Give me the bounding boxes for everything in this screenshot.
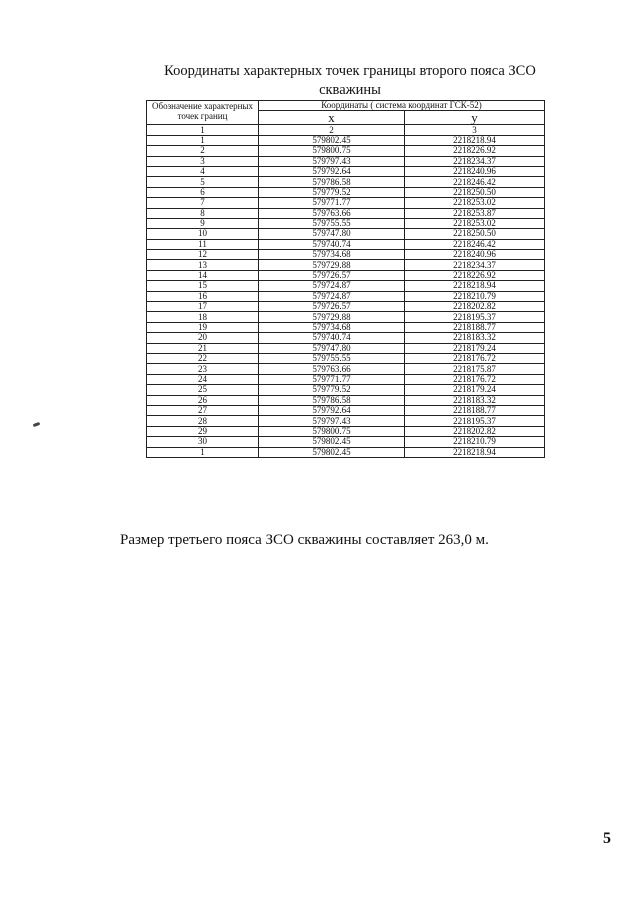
header-x: x (259, 111, 405, 125)
x-coordinate-cell: 579747.80 (259, 343, 405, 353)
point-number-cell: 17 (147, 302, 259, 312)
y-coordinate-cell: 2218195.37 (405, 416, 545, 426)
y-coordinate-cell: 2218188.77 (405, 405, 545, 415)
x-coordinate-cell: 579779.52 (259, 385, 405, 395)
table-row (147, 198, 545, 208)
header-y: y (405, 111, 545, 125)
table-row (147, 135, 545, 145)
table-row (147, 447, 545, 457)
x-coordinate-cell: 579802.45 (259, 447, 405, 457)
table-row (147, 208, 545, 218)
point-number-cell: 21 (147, 343, 259, 353)
x-coordinate-cell: 579763.66 (259, 364, 405, 374)
x-coordinate-cell: 579800.75 (259, 426, 405, 436)
y-coordinate-cell: 2218226.92 (405, 270, 545, 280)
table-body (147, 135, 545, 457)
y-coordinate-cell: 2218175.87 (405, 364, 545, 374)
table-row (147, 146, 545, 156)
point-number-cell: 27 (147, 405, 259, 415)
table-row (147, 281, 545, 291)
point-number-cell: 15 (147, 281, 259, 291)
point-number-cell: 29 (147, 426, 259, 436)
x-coordinate-cell: 579771.77 (259, 198, 405, 208)
point-number-cell: 16 (147, 291, 259, 301)
point-number-cell: 8 (147, 208, 259, 218)
y-coordinate-cell: 2218250.50 (405, 229, 545, 239)
y-coordinate-cell: 2218218.94 (405, 447, 545, 457)
y-coordinate-cell: 2218240.96 (405, 166, 545, 176)
point-number-cell: 3 (147, 156, 259, 166)
y-coordinate-cell: 2218179.24 (405, 385, 545, 395)
header-coordinate-system: Координаты ( система координат ГСК-52) (259, 101, 545, 111)
table-row (147, 353, 545, 363)
x-coordinate-cell: 579726.57 (259, 302, 405, 312)
x-coordinate-cell: 579779.52 (259, 187, 405, 197)
y-coordinate-cell: 2218183.32 (405, 333, 545, 343)
y-coordinate-cell: 2218176.72 (405, 353, 545, 363)
point-number-cell: 23 (147, 364, 259, 374)
point-number-cell: 18 (147, 312, 259, 322)
point-number-cell: 13 (147, 260, 259, 270)
table-column-number-row (147, 125, 545, 135)
table-row (147, 322, 545, 332)
y-coordinate-cell: 2218226.92 (405, 146, 545, 156)
point-number-cell: 12 (147, 250, 259, 260)
table-row (147, 437, 545, 447)
x-coordinate-cell: 579729.88 (259, 260, 405, 270)
y-coordinate-cell: 2218250.50 (405, 187, 545, 197)
y-coordinate-cell: 2218195.37 (405, 312, 545, 322)
x-coordinate-cell: 579792.64 (259, 405, 405, 415)
table-row (147, 291, 545, 301)
point-number-cell: 19 (147, 322, 259, 332)
y-coordinate-cell: 2218176.72 (405, 374, 545, 384)
y-coordinate-cell: 2218246.42 (405, 177, 545, 187)
y-coordinate-cell: 2218218.94 (405, 135, 545, 145)
table-row (147, 312, 545, 322)
third-zone-size-note: Размер третьего пояса ЗСО скважины составляет 263,0 м. (120, 532, 489, 548)
table-row (147, 177, 545, 187)
page-number: 5 (603, 830, 611, 847)
point-number-cell: 20 (147, 333, 259, 343)
point-number-cell: 11 (147, 239, 259, 249)
x-coordinate-cell: 579734.68 (259, 322, 405, 332)
point-number-cell: 5 (147, 177, 259, 187)
x-coordinate-cell: 579740.74 (259, 239, 405, 249)
column-number-3: 3 (405, 125, 545, 135)
x-coordinate-cell: 579792.64 (259, 166, 405, 176)
header-point-designation: Обозначение характерных точек границ (147, 101, 259, 125)
y-coordinate-cell: 2218202.82 (405, 426, 545, 436)
y-coordinate-cell: 2218246.42 (405, 239, 545, 249)
y-coordinate-cell: 2218240.96 (405, 250, 545, 260)
table-row (147, 426, 545, 436)
point-number-cell: 30 (147, 437, 259, 447)
x-coordinate-cell: 579726.57 (259, 270, 405, 280)
x-coordinate-cell: 579771.77 (259, 374, 405, 384)
x-coordinate-cell: 579734.68 (259, 250, 405, 260)
table-row (147, 187, 545, 197)
table-header-row (147, 101, 545, 111)
x-coordinate-cell: 579786.58 (259, 395, 405, 405)
table-row (147, 156, 545, 166)
x-coordinate-cell: 579802.45 (259, 135, 405, 145)
point-number-cell: 25 (147, 385, 259, 395)
x-coordinate-cell: 579724.87 (259, 291, 405, 301)
point-number-cell: 9 (147, 218, 259, 228)
table-row (147, 374, 545, 384)
y-coordinate-cell: 2218183.32 (405, 395, 545, 405)
x-coordinate-cell: 579729.88 (259, 312, 405, 322)
table-row (147, 385, 545, 395)
x-coordinate-cell: 579786.58 (259, 177, 405, 187)
y-coordinate-cell: 2218188.77 (405, 322, 545, 332)
point-number-cell: 1 (147, 135, 259, 145)
x-coordinate-cell: 579797.43 (259, 416, 405, 426)
document-title: Координаты характерных точек границы второго пояса ЗСО скважины (164, 63, 536, 98)
point-number-cell: 6 (147, 187, 259, 197)
x-coordinate-cell: 579724.87 (259, 281, 405, 291)
table-row (147, 343, 545, 353)
column-number-1: 1 (147, 125, 259, 135)
x-coordinate-cell: 579755.55 (259, 353, 405, 363)
y-coordinate-cell: 2218218.94 (405, 281, 545, 291)
column-number-2: 2 (259, 125, 405, 135)
point-number-cell: 26 (147, 395, 259, 405)
table-row (147, 416, 545, 426)
x-coordinate-cell: 579755.55 (259, 218, 405, 228)
point-number-cell: 1 (147, 447, 259, 457)
point-number-cell: 14 (147, 270, 259, 280)
x-coordinate-cell: 579763.66 (259, 208, 405, 218)
x-coordinate-cell: 579800.75 (259, 146, 405, 156)
x-coordinate-cell: 579747.80 (259, 229, 405, 239)
y-coordinate-cell: 2218253.02 (405, 218, 545, 228)
table-row (147, 218, 545, 228)
table-row (147, 229, 545, 239)
x-coordinate-cell: 579740.74 (259, 333, 405, 343)
scan-speck (33, 422, 41, 427)
table-row (147, 364, 545, 374)
point-number-cell: 10 (147, 229, 259, 239)
table-row (147, 250, 545, 260)
point-number-cell: 4 (147, 166, 259, 176)
y-coordinate-cell: 2218210.79 (405, 437, 545, 447)
table-row (147, 239, 545, 249)
y-coordinate-cell: 2218234.37 (405, 156, 545, 166)
point-number-cell: 2 (147, 146, 259, 156)
y-coordinate-cell: 2218253.02 (405, 198, 545, 208)
table-row (147, 302, 545, 312)
y-coordinate-cell: 2218179.24 (405, 343, 545, 353)
table-row (147, 270, 545, 280)
table-row (147, 260, 545, 270)
table-row (147, 166, 545, 176)
x-coordinate-cell: 579802.45 (259, 437, 405, 447)
table-row (147, 333, 545, 343)
y-coordinate-cell: 2218202.82 (405, 302, 545, 312)
x-coordinate-cell: 579797.43 (259, 156, 405, 166)
coordinates-table (146, 100, 545, 458)
y-coordinate-cell: 2218234.37 (405, 260, 545, 270)
point-number-cell: 22 (147, 353, 259, 363)
point-number-cell: 24 (147, 374, 259, 384)
point-number-cell: 28 (147, 416, 259, 426)
point-number-cell: 7 (147, 198, 259, 208)
y-coordinate-cell: 2218210.79 (405, 291, 545, 301)
table-row (147, 405, 545, 415)
y-coordinate-cell: 2218253.87 (405, 208, 545, 218)
table-row (147, 395, 545, 405)
